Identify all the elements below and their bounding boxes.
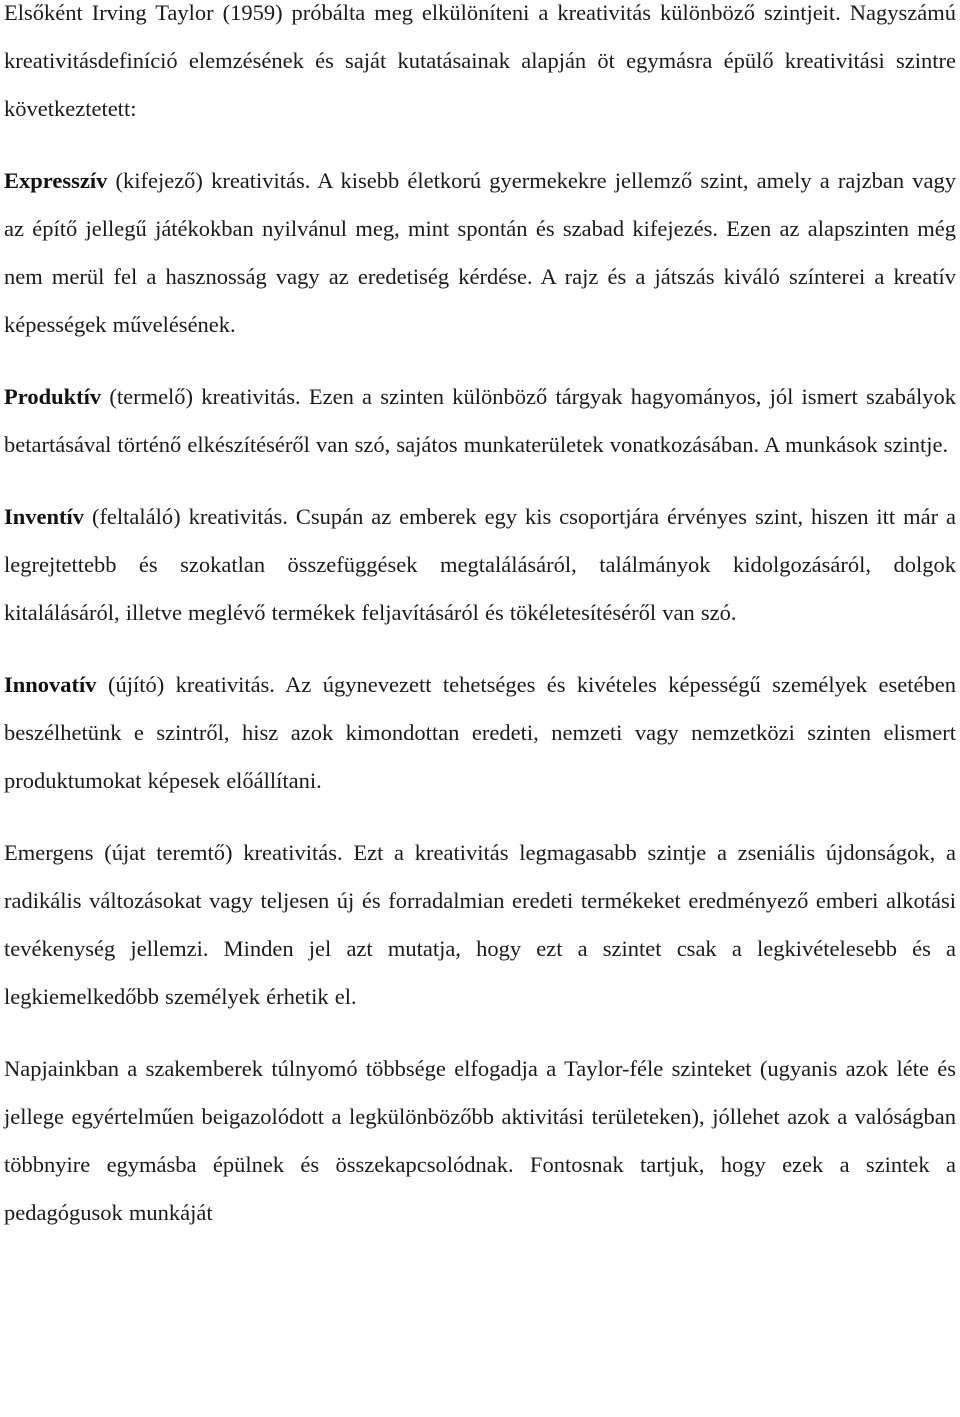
paragraph-text: (termelő) kreativitás. Ezen a szinten különböző tárgyak hagyományos, jól ismert szabályok betartásával történő elkészítéséről van szó, sajátos munkaterületek vonatkozásában. A munkások szintje. [4, 384, 956, 457]
paragraph-expressive [4, 157, 956, 349]
paragraph-innovative [4, 661, 956, 805]
document-page [4, 0, 956, 1261]
paragraph-lead: Innovatív [4, 672, 97, 697]
paragraph-text: (kifejező) kreativitás. A kisebb életkorú gyermekekre jellemző szint, amely a rajzban vagy az építő jellegű játékokban nyilvánul meg, mint spontán és szabad kifejezés. Ezen az alapszinten még nem merül fel a hasznosság vagy az eredetiség kérdése. A rajz és a játszás kiváló színterei a kreatív képességek művelésének. [4, 168, 956, 337]
paragraph-emergent [4, 829, 956, 1021]
paragraph-conclusion [4, 1045, 956, 1237]
paragraph-text: Elsőként Irving Taylor (1959) próbálta meg elkülöníteni a kreativitás különböző szintjeit. Nagyszámú kreativitásdefiníció elemzésének és saját kutatásainak alapján öt egymásra épülő kreativitási szintre következtetett: [4, 0, 956, 121]
paragraph-text: (újító) kreativitás. Az úgynevezett tehetséges és kivételes képességű személyek esetében beszélhetünk e szintről, hisz azok kimondottan eredeti, nemzeti vagy nemzetközi szinten elismert produktumokat képesek előállítani. [4, 672, 956, 793]
paragraph-intro [4, 0, 956, 133]
paragraph-lead: Produktív [4, 384, 102, 409]
paragraph-lead: Expresszív [4, 168, 108, 193]
paragraph-productive [4, 373, 956, 469]
paragraph-text: (feltaláló) kreativitás. Csupán az emberek egy kis csoportjára érvényes szint, hiszen itt már a legrejtettebb és szokatlan összefüggések megtalálásáról, találmányok kidolgozásáról, dolgok kitalálásáról, illetve meglévő termékek feljavításáról és tökéletesítéséről van szó. [4, 504, 956, 625]
paragraph-inventive [4, 493, 956, 637]
paragraph-text: Emergens (újat teremtő) kreativitás. Ezt a kreativitás legmagasabb szintje a zseniális újdonságok, a radikális változásokat vagy teljesen új és forradalmian eredeti termékeket eredményező emberi alkotási tevékenység jellemzi. Minden jel azt mutatja, hogy ezt a szintet csak a legkivételesebb és a legkiemelkedőbb személyek érhetik el. [4, 840, 956, 1009]
paragraph-text: Napjainkban a szakemberek túlnyomó többsége elfogadja a Taylor-féle szinteket (ugyanis azok léte és jellege egyértelműen beigazolódott a legkülönbözőbb aktivitási területeken), jóllehet azok a valóságban többnyire egymásba épülnek és összekapcsolódnak. Fontosnak tartjuk, hogy ezek a szintek a pedagógusok munkáját [4, 1056, 956, 1225]
paragraph-lead: Inventív [4, 504, 85, 529]
